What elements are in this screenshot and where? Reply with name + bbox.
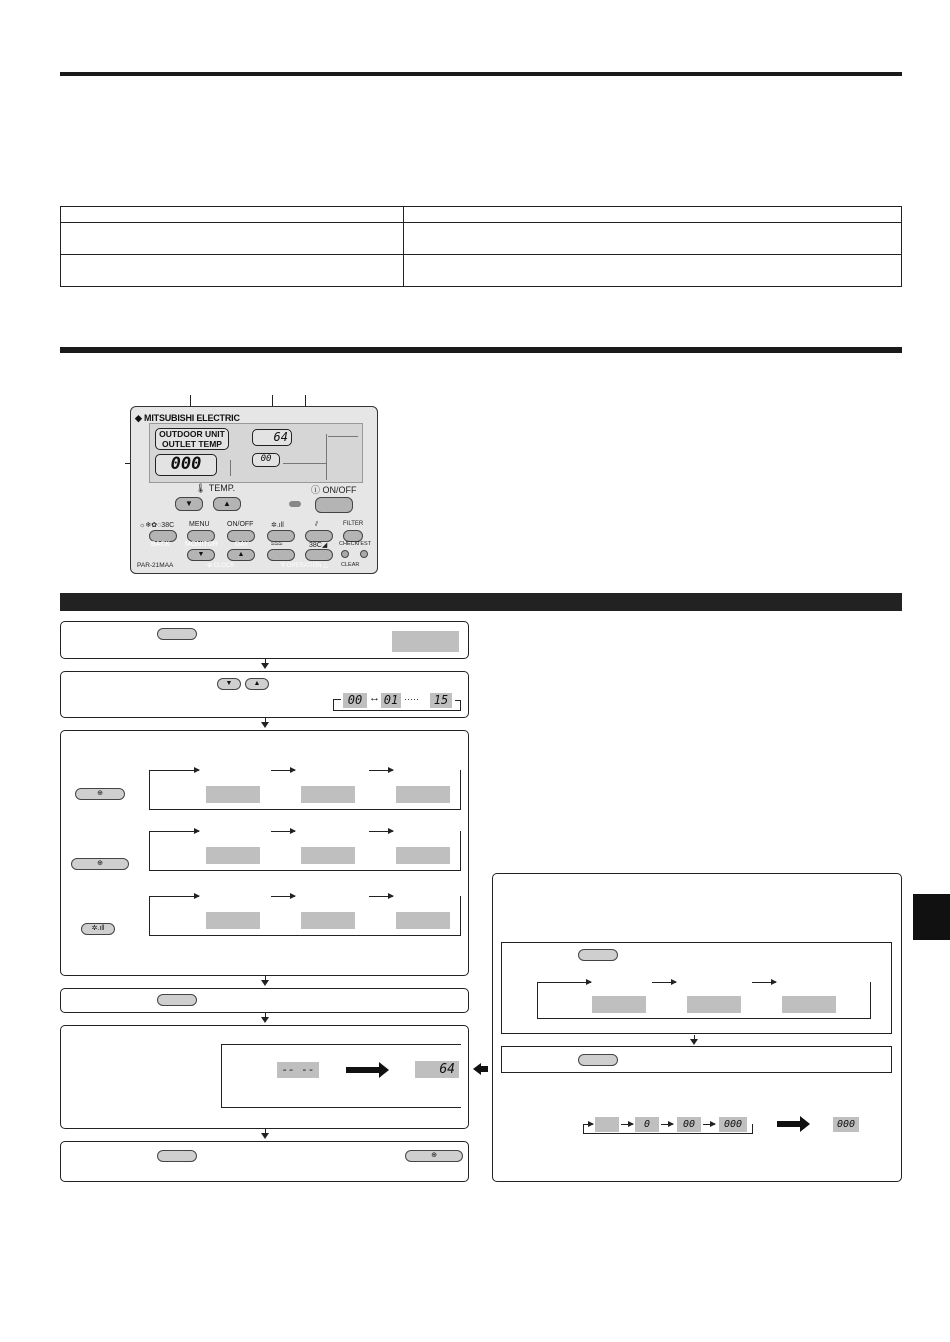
clock-label: ⊕ CLOCK [207,563,235,569]
big-right-arrow-icon [346,1067,380,1073]
lcd-divider [283,463,327,464]
table-row [61,255,902,287]
left-arrow-stem [480,1066,488,1072]
lcd-label-box [155,428,229,450]
cycle-value: 00 [343,693,367,708]
lcd-divider [328,436,358,437]
fan-speed-select-button[interactable] [81,923,115,935]
fan-label: ✲.ıll [271,522,284,529]
display-placeholder [396,912,450,929]
model-label: PAR-21MAA [137,562,174,569]
right-arrow-icon [752,982,776,983]
clear-label: CLEAR [341,562,360,568]
ventilation-button[interactable] [305,549,333,561]
section-tab [913,894,950,940]
right-arrow-icon [369,770,393,771]
lcd-divider [326,434,327,480]
check-button[interactable] [341,550,349,558]
test-button[interactable] [360,550,368,558]
bidirectional-arrow-icon: ↔ [369,692,380,704]
right-arrow-icon [271,896,295,897]
flow-arrow-icon [261,722,269,728]
triangle-down-icon: ▼ [225,680,233,687]
side-substep-2 [501,1046,892,1073]
return-button[interactable] [405,1150,463,1162]
cycle-value: 01 [381,693,401,708]
clock-icon: ⊕ [97,790,103,797]
display-placeholder [396,786,450,803]
display-placeholder [206,912,260,929]
triangle-down-icon: ▼ [197,551,205,558]
day-label: DAY [235,541,249,548]
louver-label: ⫽ [315,521,319,528]
onoff-small-label: ON/OFF [227,521,254,528]
step-3-box [60,730,469,976]
flow-arrow-icon [261,663,269,669]
display-placeholder [206,847,260,864]
lcd-label-line1: OUTDOOR UNIT [159,429,225,439]
right-arrow-icon [369,831,393,832]
lcd-main-value: 000 [155,454,217,476]
display-placeholder [206,786,260,803]
step-button[interactable] [157,628,197,640]
entry-value: 00 [677,1117,701,1132]
result-display: 64 [415,1061,459,1078]
cycle-ellipsis: ····· [404,694,419,704]
right-arrow-icon [149,831,199,832]
lcd-mid-value: 00 [252,453,280,467]
display-placeholder [396,847,450,864]
selection-button-b[interactable] [71,858,129,870]
flow-arrow-icon [690,1039,698,1045]
right-arrow-icon [537,982,591,983]
side-substep-1 [501,942,892,1034]
back-label: BACK [151,541,171,548]
operation-label: ∇ OPERATION △ [281,563,328,569]
brand-text: MITSUBISHI ELECTRIC [144,413,240,423]
onoff-label-text: ON/OFF [322,485,357,495]
lcd-divider [230,460,231,476]
lcd-label-line2: OUTLET TEMP [162,439,222,449]
cycle-value: 15 [430,693,452,708]
entry-value: 000 [719,1117,747,1132]
clock-icon: ⊕ [97,860,103,867]
display-placeholder [301,847,355,864]
power-icon: ⓘ [311,485,321,495]
right-arrow-icon [369,896,393,897]
step-button[interactable] [578,1054,618,1066]
timer-down-button[interactable] [187,549,215,561]
operation-lamp [289,501,301,507]
monitor-label: MONITOR [185,541,218,548]
temp-label-text: TEMP. [208,483,236,493]
big-right-arrow-icon [777,1121,801,1127]
fan-icon: ✲.ıll [91,925,105,932]
triangle-up-icon: ▲ [237,551,245,558]
step-1-box [60,621,469,659]
procedure-header-bar [60,593,902,611]
vane-button[interactable] [267,549,295,561]
display-placeholder [301,912,355,929]
step-6-box [60,1141,469,1182]
triangle-up-icon: ▲ [223,499,231,508]
vane-label: ≈≈≈ [271,541,283,548]
flow-arrow-icon [261,1017,269,1023]
menu-label: MENU [189,521,210,528]
section-rule-top [60,72,902,76]
remote-controller [130,406,378,574]
cycle-return-line [583,1124,753,1134]
temp-down-button[interactable] [175,497,203,511]
onoff-button[interactable] [315,497,353,513]
filter-label: FILTER [343,521,364,527]
clock-icon: ⊕ [431,1152,437,1159]
display-placeholder [301,786,355,803]
table-row [61,223,902,255]
step-button[interactable] [578,949,618,961]
lcd-top-value: 64 [252,429,292,446]
triangle-up-icon: ▲ [253,680,261,687]
mode-label: ☼❄✿◌38C [139,522,175,529]
entry-result: 000 [833,1117,859,1132]
display-placeholder [592,996,646,1013]
entry-value: 0 [635,1117,659,1132]
table-row [61,207,902,223]
ventilation-label: 38C◢ [309,542,328,549]
display-placeholder [687,996,741,1013]
mitsubishi-logo-icon: ◆ [135,413,142,423]
check-label: CHECK [339,541,359,547]
right-arrow-icon [583,1124,593,1125]
blink-display: -- -- [277,1062,319,1078]
timer-up-button[interactable] [227,549,255,561]
side-procedure-box [492,873,902,1182]
up-button[interactable] [245,678,269,690]
display-placeholder [392,631,459,652]
right-arrow-icon [652,982,676,983]
cycle-return-line [333,710,461,711]
selection-button-a[interactable] [75,788,125,800]
right-arrow-icon [271,770,295,771]
lcd-display [149,423,363,483]
step-button[interactable] [157,994,197,1006]
right-arrow-icon [271,831,295,832]
test-label: TEST [357,541,372,547]
info-table [60,206,902,287]
section-rule-middle [60,347,902,353]
step-5-box [60,1025,469,1129]
flow-arrow-icon [261,1133,269,1139]
triangle-down-icon: ▼ [185,499,193,508]
onoff-label [311,483,357,496]
temp-label [195,483,235,494]
down-button[interactable] [217,678,241,690]
step-button[interactable] [157,1150,197,1162]
temp-up-button[interactable] [213,497,241,511]
right-arrow-icon [149,896,199,897]
step-4-box [60,988,469,1013]
step-2-box [60,671,469,718]
display-placeholder [782,996,836,1013]
thermometer-icon: 🌡 [195,483,207,493]
right-arrow-icon [149,770,199,771]
flow-arrow-icon [261,980,269,986]
